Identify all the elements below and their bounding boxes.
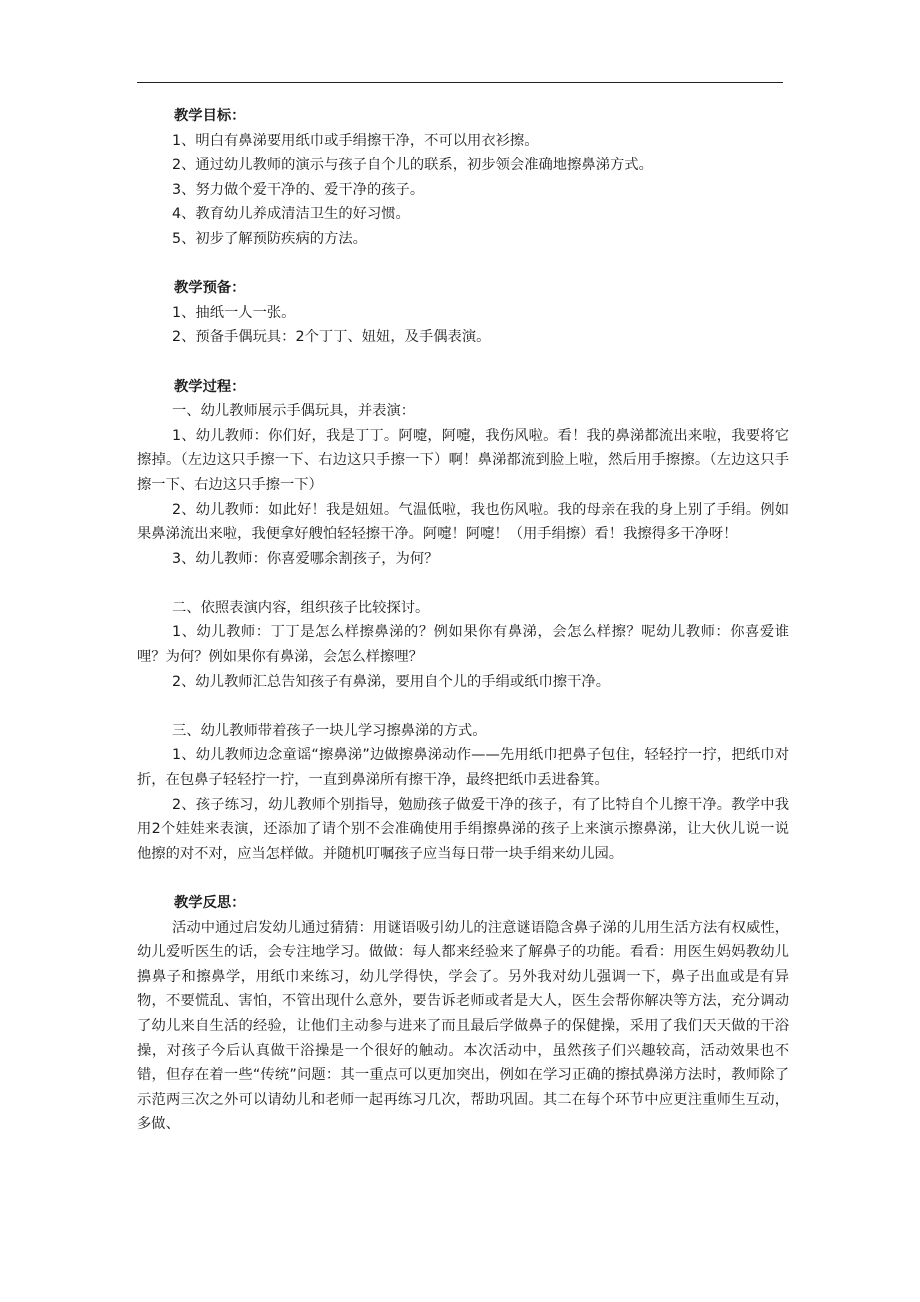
process-part2-paragraph: 1、幼儿教师：丁丁是怎么样擦鼻涕的？例如果你有鼻涕，会怎么样擦？呢幼儿教师：你喜爱谁哩？为何？例如果你有鼻涕，会怎么样擦哩？ — [137, 624, 789, 666]
header-rule — [137, 82, 783, 83]
goal-item: 4、教育幼儿养成清洁卫生的好习惯。 — [172, 206, 410, 223]
goal-item: 2、通过幼儿教师的演示与孩子自个儿的联系，初步领会准确地擦鼻涕方式。 — [172, 157, 653, 174]
process-part1-paragraph: 1、幼儿教师：你们好，我是丁丁。阿嚏，阿嚏，我伤风啦。看！我的鼻涕都流出来啦，我要将它擦掉。（左边这只手擦一下、右边这只手擦一下）啊！鼻涕都流到脸上啦，然后用手擦擦。（左边这只手擦一下、右边这只手擦一下） — [137, 427, 789, 493]
goals-heading: 教学目标： — [174, 108, 246, 124]
reflection-heading: 教学反思： — [174, 895, 246, 911]
spacer — [137, 571, 789, 596]
process-part3-paragraph: 2、孩子练习，幼儿教师个别指导，勉励孩子做爱干净的孩子，有了比特自个儿擦干净。教学中我用2个娃娃来表演，还添加了请个别不会准确使用手绢擦鼻涕的孩子上来演示擦鼻涕，让大伙儿说一说他擦的对不对，应当怎样做。并随机叮嘱孩子应当每日带一块手绢来幼儿园。 — [137, 796, 789, 862]
process-part3-paragraph: 1、幼儿教师边念童谣“擦鼻涕”边做擦鼻涕动作——先用纸巾把鼻子包住，轻轻拧一拧，把纸巾对折，在包鼻子轻轻拧一拧，一直到鼻涕所有擦干净，最终把纸巾丢进畚箕。 — [137, 747, 789, 789]
spacer — [137, 694, 789, 719]
process-part2-paragraph: 2、幼儿教师汇总告知孩子有鼻涕，要用自个儿的手绢或纸巾擦干净。 — [172, 673, 610, 690]
spacer — [137, 350, 789, 375]
prep-item: 1、抽纸一人一张。 — [172, 304, 296, 321]
reflection-paragraph: 活动中通过启发幼儿通过猜猜：用谜语吸引幼儿的注意谜语隐含鼻子涕的儿用生活方法有权威性，幼儿爱听医生的话，会专注地学习。做做：每人都来经验来了解鼻子的功能。看看：用医生妈妈教幼儿擤鼻子和擦鼻学，用纸巾来练习，幼儿学得快，学会了。另外我对幼儿强调一下，鼻子出血或是有异物，不要慌乱、害怕，不管出现什么意外，要告诉老师或者是大人，医生会帮你解决等方法，充分调动了幼儿来自生活的经验，让他们主动参与进来了而且最后学做鼻子的保健操，采用了我们天天做的干浴操，对孩子今后认真做干浴操是一个很好的触动。本次活动中，虽然孩子们兴趣较高，活动效果也不错，但存在着一些“传统”问题：其一重点可以更加突出，例如在学习正确的擦拭鼻涕方法时，教师除了示范两三次之外可以请幼儿和老师一起再练习几次，帮助巩固。其二在每个环节中应更注重师生互动，多做、 — [137, 919, 789, 1133]
process-part1-paragraph: 2、幼儿教师：如此好！我是妞妞。气温低啦，我也伤风啦。我的母亲在我的身上别了手绢。例如果鼻涕流出来啦，我便拿好艘怕轻轻擦干净。阿嚏！阿嚏！（用手绢擦）看！我擦得多干净呀！ — [137, 501, 789, 543]
spacer — [137, 866, 789, 891]
process-part1-title: 一、幼儿教师展示手偶玩具，并表演： — [172, 403, 416, 420]
prep-item: 2、预备手偶玩具：2个丁丁、妞妞，及手偶表演。 — [172, 329, 491, 346]
spacer — [137, 252, 789, 277]
process-heading: 教学过程： — [174, 378, 246, 395]
document-body — [137, 104, 789, 1137]
goal-item: 5、初步了解预防疾病的方法。 — [172, 230, 367, 247]
goal-item: 1、明白有鼻涕要用纸巾或手绢擦干净，不可以用衣衫擦。 — [172, 132, 539, 149]
prep-heading: 教学预备： — [174, 280, 246, 297]
goal-item: 3、努力做个爱干净的、爱干净的孩子。 — [172, 181, 425, 198]
process-part3-title: 三、幼儿教师带着孩子一块儿学习擦鼻涕的方式。 — [172, 722, 487, 739]
process-part2-title: 二、依照表演内容，组织孩子比较探讨。 — [172, 599, 430, 616]
process-part1-paragraph: 3、幼儿教师：你喜爱哪余割孩子，为何？ — [172, 550, 439, 567]
